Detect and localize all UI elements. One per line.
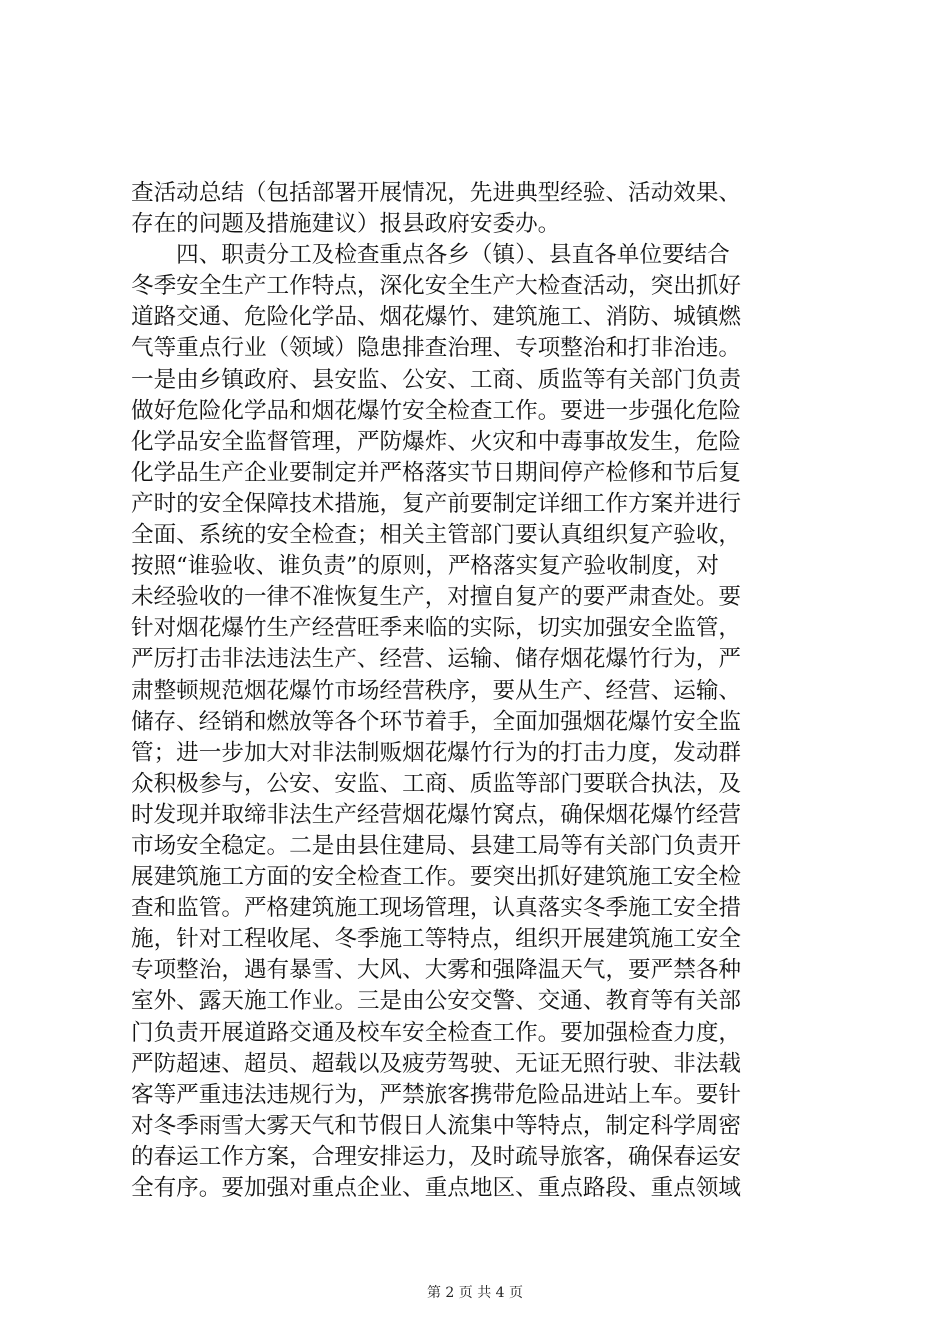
text-line: 肃整顿规范烟花爆竹市场经营秩序，要从生产、经营、运输、 [131,677,742,704]
text-line: 储存、经销和燃放等各个环节着手，全面加强烟花爆竹安全监 [131,708,742,735]
text-line: 严防超速、超员、超载以及疲劳驾驶、无证无照行驶、非法载 [131,1050,742,1077]
text-line: 化学品安全监督管理，严防爆炸、火灾和中毒事故发生，危险 [131,428,742,455]
text-line: 做好危险化学品和烟花爆竹安全检查工作。要进一步强化危险 [131,397,742,424]
text-line: 客等严重违法违规行为，严禁旅客携带危险品进站上车。要针 [131,1081,742,1108]
text-line: 施，针对工程收尾、冬季施工等特点，组织开展建筑施工安全 [131,926,742,953]
text-line: 查和监管。严格建筑施工现场管理，认真落实冬季施工安全措 [131,895,742,922]
text-line: 市场安全稳定。二是由县住建局、县建工局等有关部门负责开 [131,832,742,859]
text-line: 严厉打击非法违法生产、经营、运输、储存烟花爆竹行为，严 [131,646,742,673]
text-line: 查活动总结（包括部署开展情况，先进典型经验、活动效果、 [131,180,742,206]
text-line: 专项整治，遇有暴雪、大风、大雾和强降温天气，要严禁各种 [131,957,742,984]
page-footer: 第 2 页 共 4 页 [426,1285,524,1301]
text-line: 管；进一步加大对非法制贩烟花爆竹行为的打击力度，发动群 [131,739,742,766]
text-line: 展建筑施工方面的安全检查工作。要突出抓好建筑施工安全检 [131,864,742,891]
text-line: 门负责开展道路交通及校车安全检查工作。要加强检查力度， [131,1019,742,1046]
text-line: 针对烟花爆竹生产经营旺季来临的实际，切实加强安全监管， [131,615,742,642]
text-line: 四、职责分工及检查重点各乡（镇）、县直各单位要结合 [131,242,730,269]
text-line: 一是由乡镇政府、县安监、公安、工商、质监等有关部门负责 [131,366,742,393]
text-line: 室外、露天施工作业。三是由公安交警、交通、教育等有关部 [131,988,742,1015]
text-line: 全面、系统的安全检查；相关主管部门要认真组织复产验收， [131,522,742,549]
text-line: 存在的问题及措施建议）报县政府安委办。 [131,211,561,238]
text-line: 气等重点行业（领域）隐患排查治理、专项整治和打非治违。 [131,335,742,362]
text-line: 时发现并取缔非法生产经营烟花爆竹窝点，确保烟花爆竹经营 [131,801,742,828]
text-line: 按照“谁验收、谁负责”的原则，严格落实复产验收制度，对 [131,553,719,580]
text-line: 众积极参与，公安、安监、工商、质监等部门要联合执法，及 [131,770,742,797]
text-line: 冬季安全生产工作特点，深化安全生产大检查活动，突出抓好 [131,273,742,300]
text-line: 未经验收的一律不准恢复生产，对擅自复产的要严肃查处。要 [131,584,742,611]
text-line: 全有序。要加强对重点企业、重点地区、重点路段、重点领域 [131,1175,742,1201]
text-line: 产时的安全保障技术措施，复产前要制定详细工作方案并进行 [131,490,742,517]
text-line: 对冬季雨雪大雾天气和节假日人流集中等特点，制定科学周密 [131,1112,742,1139]
text-line: 的春运工作方案，合理安排运力，及时疏导旅客，确保春运安 [131,1143,742,1170]
document-body [131,178,831,1204]
text-line: 道路交通、危险化学品、烟花爆竹、建筑施工、消防、城镇燃 [131,304,742,331]
text-line: 化学品生产企业要制定并严格落实节日期间停产检修和节后复 [131,459,742,486]
